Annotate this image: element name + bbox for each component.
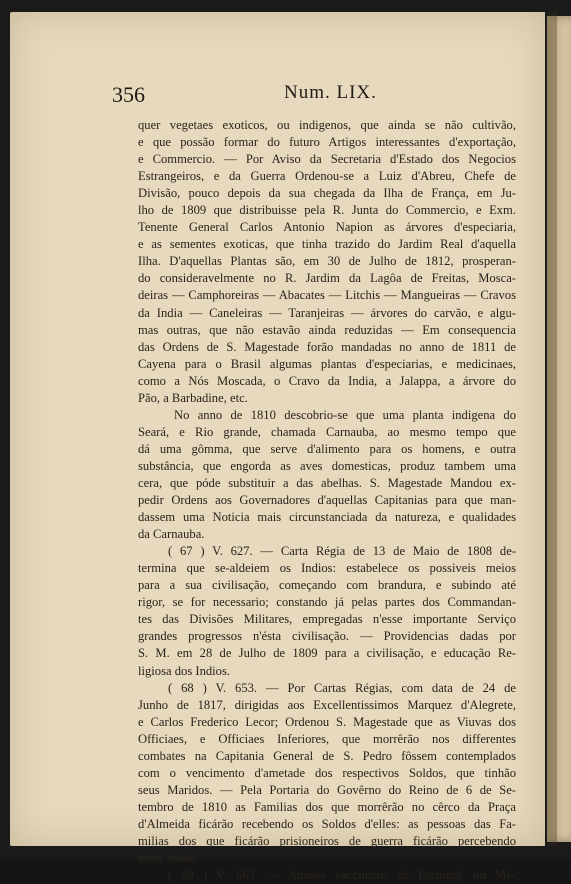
text-line: meio Soldo. [138, 851, 199, 866]
running-title: Num. LIX. [284, 82, 377, 103]
text-line: Tenente General Carlos Antonio Napion as árvores d'especiaria, [138, 220, 516, 235]
text-line: e que possão formar do futuro Artigos interessantes d'exportação, [138, 135, 516, 150]
text-line: Estrangeiros, e da Guerra Ordenou-se a Luiz d'Abreu, Chefe de [138, 169, 516, 184]
text-line: grandes progressos n'ésta civilisação. — Providencias dadas por [138, 629, 516, 644]
text-line: d'Almeida ficárão recebendo os Soldos d'elles: as pessoas das Fa- [138, 816, 516, 831]
text-line: ligiosa dos Indios. [138, 663, 231, 678]
text-line: cera, que póde substituir a das abelhas. S. Magestade Mandou ex- [138, 475, 516, 490]
text-line: deiras — Camphoreiras — Abacates — Litchis — Mangueiras — Cravos [138, 288, 516, 303]
page-header [112, 78, 532, 108]
page-gutter-shadow [545, 12, 557, 846]
text-line: e Commercio. — Por Aviso da Secretaria d'Estado dos Negocios [138, 152, 516, 167]
page-number: 356 [112, 82, 145, 107]
text-line: para a sua civilisação, começando com brandura, e subindo até [138, 578, 516, 593]
text-line: Cayena para o Brasil algumas plantas d'especiarias, e medicinaes, [138, 356, 516, 371]
text-line: dá uma gômma, que serve d'alimento para os homens, e outra [138, 441, 516, 456]
text-line: dassem uma Noticia mais circunstanciada da natureza, e qualidades [138, 510, 516, 525]
text-line: termina que se-aldeiem os Indios: estabelece os possiveis meios [138, 561, 516, 576]
text-line: Divisão, pouco depois da sua chegada da Ilha de França, em Ju- [138, 186, 516, 201]
text-line: seus Maridos. — Pela Portaria do Govêrno do Reino de 6 de Se- [138, 782, 516, 797]
text-line: com o vencimento d'ametade dos respectivos Soldos, que tinhão [138, 765, 516, 780]
text-line: rigor, se for necessario; constando já pelas partes dos Commandan- [138, 595, 516, 610]
text-line: Pão, a Barbadine, etc. [138, 390, 248, 405]
text-line: ( 69 ) V. 663. — Annaes vaccinicos de Portugal, ou Me- [168, 868, 516, 883]
text-line: ( 67 ) V. 627. — Carta Régia de 13 de Maio de 1808 de- [168, 544, 516, 559]
text-line: tembro de 1810 as Familias dos que morrêrão no cêrco da Praça [138, 799, 516, 814]
text-line: da India — Caneleiras — Taranjeiras — árvores do carvão, e algu- [138, 305, 516, 320]
text-line: lho de 1809 que distribuisse pela R. Junta do Commercio, e Exm. [138, 203, 516, 218]
text-line: quer vegetaes exoticos, ou indigenos, que ainda se não cultivão, [138, 118, 516, 132]
text-line: Officiaes, e Officiaes Inferiores, que morrêrão nos differentes [138, 731, 516, 746]
text-line: Junho de 1817, dirigidas aos Excellentissimos Marquez d'Alegrete, [138, 697, 516, 712]
text-line: do consideravelmente no R. Jardim da Lagôa de Freitas, Mosca- [138, 271, 516, 286]
text-line: milias dos que ficárão prisioneiros de guerra ficárão percebendo [138, 833, 516, 848]
text-line: da Carnauba. [138, 527, 205, 542]
text-line: mas outras, que não estavão ainda reduzidas — Em consequencia [138, 322, 516, 337]
text-line: como a Nós Moscada, o Cravo da India, a Jalappa, a árvore do [138, 373, 516, 388]
text-line: tes das Divisões Militares, empregadas n'esse importante Serviço [138, 612, 516, 627]
text-line: Seará, e Rio grande, chamada Carnauba, ao mesmo tempo que [138, 424, 516, 439]
text-line: combates na Capitania General de S. Pedro fôssem contemplados [138, 748, 516, 763]
text-line: ( 68 ) V. 653. — Por Cartas Régias, com data de 24 de [168, 680, 516, 695]
body-text [138, 117, 516, 884]
text-line: pedir Ordens aos Governadores d'aquellas Capitanias para que man- [138, 493, 516, 508]
text-line: e as sementes exoticas, que tinha trazido do Jardim Real d'aquella [138, 237, 516, 252]
text-line: substância, que engorda as aves domesticas, produz tambem uma [138, 458, 516, 473]
text-line: das Ordens de S. Magestade forão mandadas no anno de 1811 de [138, 339, 516, 354]
text-line: e Carlos Frederico Lecor; Ordenou S. Magestade que as Viuvas dos [138, 714, 516, 729]
text-line: Ilha. D'aquellas Plantas são, em 30 de Julho de 1812, prosperan- [138, 254, 516, 269]
text-line: S. M. em 28 de Julho de 1809 para a civilisação, e educação Re- [138, 646, 516, 661]
text-line: No anno de 1810 descobrio-se que uma planta indigena do [174, 407, 516, 422]
